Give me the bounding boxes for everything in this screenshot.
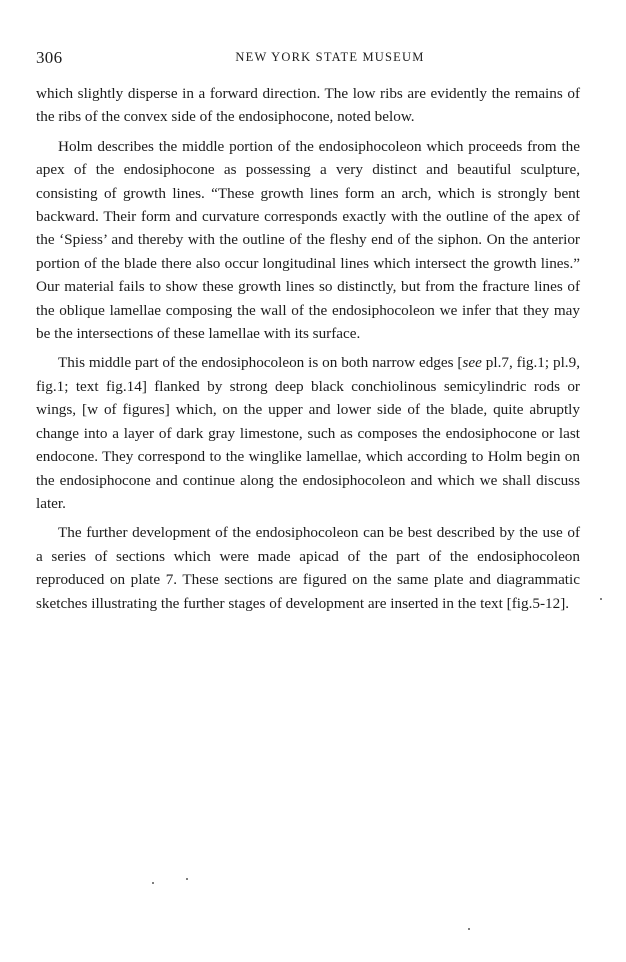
paragraph-holm-description: Holm describes the middle portion of the endosiphocoleon which proceeds from the apex of the endosiphocone as possessing a very distinct and beautiful sculpture, consisting of growth lines. “These growth lines form an arch, which is strongly bent backward. Their form and curvature corresponds exactly with the outline of the apex of the ‘Spiess’ and thereby with the outline of the fleshy end of the siphon. On the anterior portion of the blade there also occur longitudinal lines which intersect the growth lines.” Our material fails to show these growth lines so distinctly, but from the fracture lines of the oblique lamellae composing the wall of the endosiphocoleon we infer that they may be the intersections of these lamellae with its surface.: [36, 137, 580, 343]
paragraph-middle-part-after: pl.7, fig.1; pl.9, fig.1; text fig.14] flanked by strong deep black conchiolinous semicylindric rods or wings, [w of figures] which, on the upper and lower side of the blade, quite abruptly change into a layer of dark gray limestone, such as composes the endosiphocone or last endocone. They correspond to the winglike lamellae, which according to Holm begin on the endosiphocone and continue along the endosiphocoleon and which we shall discuss later.: [36, 354, 580, 512]
paragraph-continuation: which slightly disperse in a forward direction. The low ribs are evidently the remains of the ribs of the convex side of the endosiphocone, noted below.: [36, 85, 580, 126]
scan-speck: [600, 598, 602, 600]
scan-speck: [186, 878, 188, 880]
paragraph-further-development: The further development of the endosiphocoleon can be best described by the use of a series of sections which were made apicad of the part of the endosiphocoleon reproduced on plate 7. These sections are figured on the same plate and diagrammatic sketches illustrating the further stages of development are inserted in the text [fig.5-12].: [36, 524, 580, 612]
see-reference: see: [462, 354, 482, 372]
scan-speck: [152, 882, 154, 884]
scan-speck: [468, 928, 470, 930]
paragraph-middle-part-before: This middle part of the endosiphocoleon is on both narrow edges [: [58, 354, 463, 372]
book-page: [36, 48, 580, 621]
running-head: [36, 48, 580, 74]
page-number: 306: [36, 48, 63, 67]
running-title: NEW YORK STATE MUSEUM: [235, 50, 425, 64]
paragraph-middle-part: [36, 351, 580, 515]
